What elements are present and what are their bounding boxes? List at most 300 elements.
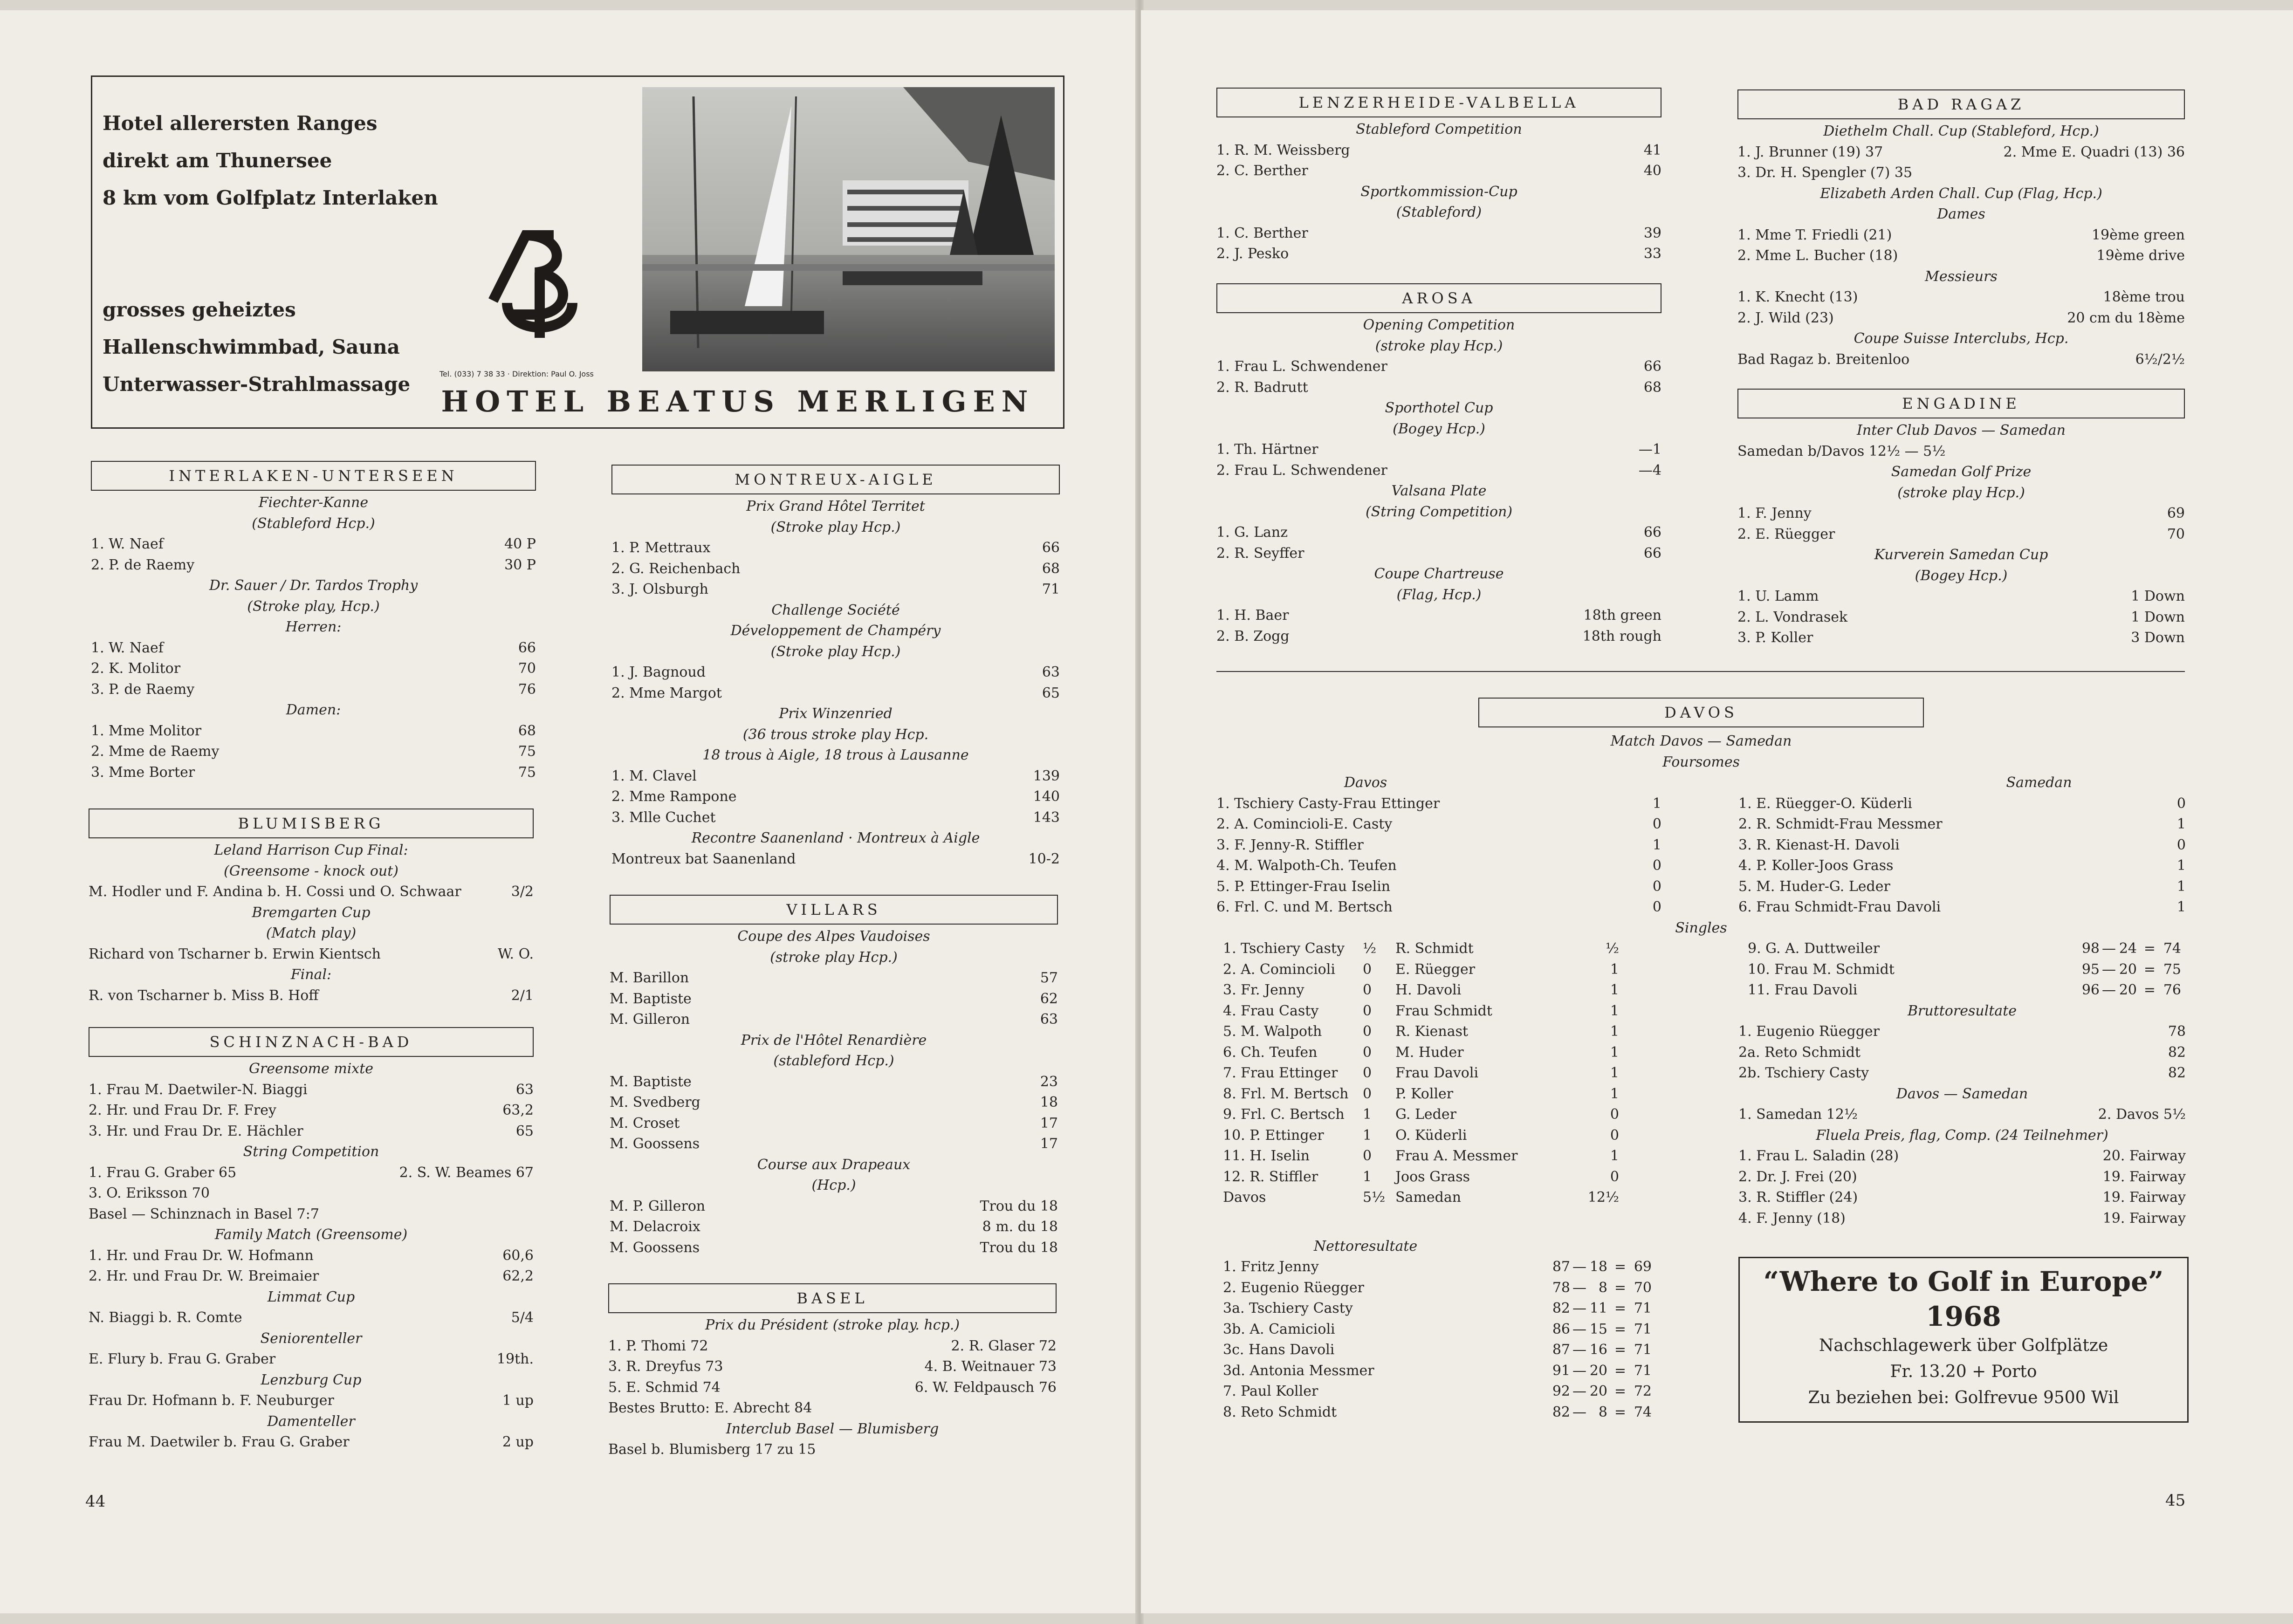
team-heading: Davos — [1344, 774, 1387, 791]
result-row — [91, 658, 536, 679]
singles-cell: Samedan — [1395, 1189, 1462, 1206]
subheading: (stroke play Hcp.) — [1897, 484, 2025, 501]
singles-cell: 8. Frl. M. Bertsch — [1223, 1085, 1349, 1102]
netto-dash: — — [2102, 940, 2116, 957]
entry-score: 8 m. du 18 — [982, 1219, 1058, 1235]
singles-cell: 1 — [1610, 1148, 1619, 1164]
netto-net: 74 — [2163, 940, 2181, 957]
netto-row — [1738, 939, 2186, 959]
result-row — [1216, 856, 1661, 877]
brutto-table — [1738, 1021, 2186, 1084]
netto-gross: 78 — [1552, 1279, 1570, 1296]
result-row — [89, 1246, 534, 1267]
result-row — [1738, 877, 2186, 898]
subheading: Prix de l'Hôtel Renardière — [741, 1032, 927, 1048]
result-row — [1216, 605, 1661, 626]
singles-cell: 0 — [1363, 1023, 1372, 1040]
result-row — [1216, 794, 1661, 815]
entry-name: 6. Frl. C. und M. Bertsch — [1216, 899, 1393, 915]
result-line: 3. Dr. H. Spengler (7) 35 — [1737, 164, 1913, 181]
result-row — [611, 766, 1060, 787]
entry-name: 2b. Tschiery Casty — [1738, 1065, 1869, 1081]
result-row — [610, 1238, 1058, 1259]
singles-row — [1216, 1187, 1689, 1208]
entry-name: Bad Ragaz b. Breitenloo — [1737, 351, 1910, 368]
entry-score: 0 — [2176, 836, 2186, 853]
singles-cell: 0 — [1363, 1148, 1372, 1164]
entry-name: 3. Mlle Cuchet — [611, 809, 716, 826]
singles-cell: 1 — [1610, 1065, 1619, 1081]
subheading: (Hcp.) — [811, 1177, 856, 1193]
entry-name: 4. F. Jenny (18) — [1738, 1210, 1846, 1227]
result-row — [89, 1163, 534, 1184]
entry-score: 68 — [518, 722, 536, 739]
entry-name: 1. R. M. Weissberg — [1216, 142, 1350, 158]
bad-ragaz-section — [1737, 89, 2185, 370]
result-row — [611, 559, 1060, 580]
section-divider — [1216, 671, 2185, 672]
entry-name: M. Gilleron — [610, 1011, 690, 1028]
singles-cell: 1 — [1610, 1023, 1619, 1040]
brutto-heading: Bruttoresultate — [1907, 1002, 2017, 1019]
singles-cell: ½ — [1605, 940, 1619, 957]
singles-cell: 6. Ch. Teufen — [1223, 1044, 1318, 1061]
entry-name: 3. R. Stiffler (24) — [1738, 1189, 1858, 1206]
entry-name: Richard von Tscharner b. Erwin Kientsch — [89, 946, 381, 962]
result-row — [89, 1266, 534, 1287]
result-row — [1216, 626, 1661, 647]
netto-row — [1738, 980, 2186, 1001]
entry-name: M. Baptiste — [610, 990, 692, 1007]
result-row — [1738, 1021, 2186, 1042]
result-row — [611, 579, 1060, 600]
guide-line: Fr. 13.20 + Porto — [1890, 1362, 2037, 1381]
entry-name: 5. P. Ettinger-Frau Iselin — [1216, 878, 1391, 895]
result-row — [91, 679, 536, 700]
netto-eq: = — [1614, 1321, 1627, 1337]
entry-name: 2. Frau L. Schwendener — [1216, 462, 1387, 479]
entry-score: 63 — [1042, 664, 1060, 680]
davos-subtitle: Match Davos — Samedan — [1610, 733, 1792, 749]
netto-eq: = — [1614, 1342, 1627, 1358]
netto-hcp: 20 — [1589, 1362, 1607, 1379]
result-row — [91, 741, 536, 762]
netto-eq: = — [2143, 940, 2156, 957]
schinznach-section — [89, 1027, 534, 1453]
netto-name: 2. Eugenio Rüegger — [1223, 1279, 1365, 1296]
foursomes-samedan — [1738, 773, 2186, 918]
entry-score: 82 — [2168, 1065, 2186, 1081]
singles-cell: 1 — [1363, 1127, 1372, 1144]
entry-score: 66 — [1042, 540, 1060, 556]
entry-name: 1. Mme T. Friedli (21) — [1737, 226, 1892, 243]
entry-score: 19. Fairway — [2102, 1210, 2186, 1227]
subheading: (Stroke play, Hcp.) — [247, 598, 380, 615]
entry-name: 5. M. Huder-G. Leder — [1738, 878, 1890, 895]
subheading: Développement de Champéry — [730, 623, 941, 639]
subheading: Final: — [290, 966, 332, 983]
singles-row — [1216, 939, 1689, 959]
singles-cell: H. Davoli — [1395, 982, 1462, 998]
hotel-name-banner: HOTEL BEATUS MERLIGEN — [441, 384, 1035, 418]
result-row — [610, 1113, 1058, 1134]
singles-cell: 0 — [1363, 1085, 1372, 1102]
result-row — [608, 1336, 1057, 1357]
entry-score: 19ème green — [2091, 226, 2185, 243]
entry-score: 68 — [1042, 560, 1060, 577]
result-row — [1738, 814, 2186, 835]
entry-name: M. Goossens — [610, 1136, 700, 1152]
singles-cell: 9. Frl. C. Bertsch — [1223, 1106, 1345, 1123]
entry-score: 39 — [1643, 225, 1661, 241]
result-row — [91, 762, 536, 783]
blumisberg-section — [89, 809, 534, 1006]
entry-score: 1 — [2176, 816, 2186, 832]
section-title: LENZERHEIDE-VALBELLA — [1216, 88, 1661, 117]
entry-score: 1 — [2176, 857, 2186, 874]
entry-name: 1. K. Knecht (13) — [1737, 289, 1858, 305]
entry-score: 20 cm du 18ème — [2067, 309, 2185, 326]
result-row — [1738, 856, 2186, 877]
entry-name: Frau Dr. Hofmann b. F. Neuburger — [89, 1392, 334, 1409]
subheading: (Flag, Hcp.) — [1396, 586, 1482, 603]
entry-score: 1 up — [502, 1392, 534, 1409]
entry-name: 2. Mme L. Bucher (18) — [1737, 247, 1898, 264]
singles-cell: 7. Frau Ettinger — [1223, 1065, 1338, 1081]
basel-section — [608, 1283, 1057, 1460]
singles-row — [1216, 959, 1689, 980]
entry-score: —1 — [1638, 441, 1661, 458]
entry-score: 62,2 — [502, 1268, 534, 1284]
entry-score: 82 — [2168, 1044, 2186, 1061]
davos-section — [1216, 698, 2186, 1423]
entry-score: 0 — [1652, 857, 1661, 874]
result-row — [1216, 161, 1661, 182]
ds-right: 2. Davos 5½ — [2098, 1106, 2186, 1123]
result-row — [610, 1134, 1058, 1155]
subheading: (Bogey Hcp.) — [1393, 420, 1485, 437]
entry-score: 66 — [1643, 524, 1661, 541]
entry-name: 1. Tschiery Casty-Frau Ettinger — [1216, 795, 1440, 812]
subheading: Sporthotel Cup — [1385, 400, 1493, 416]
entry-name: 2. K. Molitor — [91, 660, 181, 677]
entry-name: 2. Mme Rampone — [611, 788, 737, 805]
fluela-table — [1738, 1146, 2186, 1229]
result-row — [89, 1349, 534, 1370]
entry-name: 1. U. Lamm — [1737, 588, 1819, 604]
result-row — [1737, 246, 2185, 267]
netto-dash: — — [1572, 1259, 1586, 1275]
netto-hcp: 18 — [1589, 1259, 1607, 1275]
result-line: Basel b. Blumisberg 17 zu 15 — [608, 1441, 816, 1458]
villars-section — [610, 895, 1058, 1258]
entry-name: 1. C. Berther — [1216, 225, 1308, 241]
result-row — [1737, 586, 2185, 607]
result-row — [89, 1100, 534, 1121]
netto-hcp: 20 — [2119, 982, 2137, 998]
subheading: Prix Grand Hôtel Territet — [746, 498, 925, 514]
singles-cell: 5. M. Walpoth — [1223, 1023, 1322, 1040]
singles-cell: 1 — [1363, 1168, 1372, 1185]
entry-score: 6. W. Feldpausch 76 — [914, 1379, 1057, 1396]
singles-row — [1216, 1146, 1689, 1167]
singles-cell: 1. Tschiery Casty — [1223, 940, 1345, 957]
page-number-left: 44 — [85, 1492, 106, 1511]
section-title: SCHINZNACH-BAD — [89, 1027, 534, 1057]
netto-eq: = — [1614, 1404, 1627, 1420]
entry-score: 140 — [1033, 788, 1060, 805]
singles-cell: R. Kienast — [1395, 1023, 1469, 1040]
result-row — [1738, 897, 2186, 918]
entry-score: 76 — [518, 681, 536, 698]
entry-name: 1. J. Brunner (19) 37 — [1737, 144, 1883, 160]
entry-name: M. Croset — [610, 1115, 680, 1131]
netto-hcp: 16 — [1589, 1342, 1607, 1358]
entry-name: 1. J. Bagnoud — [611, 664, 706, 680]
result-row — [1738, 1167, 2186, 1188]
guide-advertisement — [1738, 1257, 2189, 1423]
result-row — [1738, 1208, 2186, 1229]
result-line: Bestes Brutto: E. Abrecht 84 — [608, 1400, 812, 1416]
subheading: Prix Winzenried — [779, 706, 892, 722]
netto-net: 69 — [1634, 1259, 1652, 1275]
subheading: Diethelm Chall. Cup (Stableford, Hcp.) — [1823, 123, 2099, 139]
entry-score: 20. Fairway — [2102, 1148, 2186, 1164]
entry-score: 19ème drive — [2096, 247, 2185, 264]
entry-score: 78 — [2168, 1023, 2186, 1040]
singles-cell: O. Küderli — [1395, 1127, 1467, 1144]
singles-cell: 0 — [1610, 1127, 1619, 1144]
hotel-lake-photo — [642, 87, 1055, 371]
left-page — [0, 10, 1138, 1613]
davos-subtitle: Foursomes — [1662, 754, 1740, 770]
netto-gross: 98 — [2081, 940, 2100, 957]
entry-name: E. Flury b. Frau G. Graber — [89, 1351, 276, 1367]
ad-line: Unterwasser-Strahlmassage — [103, 373, 411, 396]
entry-score: 19. Fairway — [2102, 1189, 2186, 1206]
entry-name: M. Goossens — [610, 1239, 700, 1256]
result-row — [1737, 349, 2185, 370]
singles-cell: G. Leder — [1395, 1106, 1456, 1123]
entry-name: 2. J. Pesko — [1216, 246, 1289, 262]
netto-row — [1216, 1402, 1689, 1423]
result-row — [1737, 503, 2185, 524]
result-row — [1216, 377, 1661, 398]
singles-cell: 4. Frau Casty — [1223, 1002, 1319, 1019]
netto-net: 72 — [1634, 1383, 1652, 1399]
singles-cell: 1 — [1610, 1085, 1619, 1102]
singles-row — [1216, 980, 1689, 1001]
result-row — [89, 944, 534, 965]
subheading: (Stableford Hcp.) — [252, 515, 375, 532]
netto-eq: = — [1614, 1362, 1627, 1379]
entry-name: 4. M. Walpoth-Ch. Teufen — [1216, 857, 1397, 874]
singles-table — [1216, 939, 1689, 1208]
entry-name: 3. P. de Raemy — [91, 681, 195, 698]
netto-gross: 87 — [1552, 1259, 1570, 1275]
subheading: Course aux Drapeaux — [757, 1156, 911, 1173]
subheading: (Stableford) — [1396, 204, 1482, 220]
subheading: Coupe Chartreuse — [1374, 566, 1504, 582]
singles-cell: E. Rüegger — [1395, 961, 1476, 978]
subheading: 18 trous à Aigle, 18 trous à Lausanne — [702, 747, 969, 763]
result-row — [1738, 1187, 2186, 1208]
entry-name: 2. Dr. J. Frei (20) — [1738, 1168, 1857, 1185]
netto-hcp: 11 — [1589, 1300, 1607, 1316]
result-row — [1738, 1063, 2186, 1084]
result-row — [611, 538, 1060, 559]
entry-score: 2/1 — [511, 987, 534, 1004]
entry-name: 2. B. Zogg — [1216, 628, 1290, 644]
entry-score: 1 — [1652, 836, 1661, 853]
result-line: Basel — Schinznach in Basel 7:7 — [89, 1206, 319, 1222]
entry-score: 75 — [518, 743, 536, 760]
singles-cell: 3. Fr. Jenny — [1223, 982, 1304, 998]
netto-name: 3b. A. Camicioli — [1223, 1321, 1335, 1337]
entry-score: 0 — [1652, 816, 1661, 832]
entry-score: Trou du 18 — [980, 1239, 1058, 1256]
singles-row — [1216, 1021, 1689, 1042]
section-title: MONTREUX-AIGLE — [611, 465, 1060, 494]
entry-score: 18th green — [1583, 607, 1661, 624]
result-row — [1737, 225, 2185, 246]
ds-result — [1738, 1104, 2186, 1125]
entry-score: 65 — [1042, 685, 1060, 701]
subheading: (stroke play Hcp.) — [770, 949, 898, 966]
entry-score: 139 — [1033, 767, 1060, 784]
result-row — [1216, 356, 1661, 377]
entry-name: 2. Hr. und Frau Dr. F. Frey — [89, 1102, 276, 1118]
netto-eq: = — [2143, 961, 2156, 978]
section-title: BAD RAGAZ — [1737, 89, 2185, 119]
singles-cell: Frau Davoli — [1395, 1065, 1479, 1081]
result-row — [89, 986, 534, 1007]
entry-score: 10-2 — [1028, 850, 1060, 867]
netto-eq: = — [1614, 1300, 1627, 1316]
entry-score: 0 — [1652, 899, 1661, 915]
entry-score: 62 — [1040, 990, 1058, 1007]
subheading: (36 trous stroke play Hcp. — [742, 726, 929, 743]
singles-cell: 1 — [1610, 961, 1619, 978]
subheading: Limmat Cup — [267, 1288, 355, 1305]
netto-dash: — — [1572, 1404, 1586, 1420]
entry-score: 30 P — [504, 556, 536, 573]
entry-score: 60,6 — [502, 1247, 534, 1264]
montreux-section — [611, 465, 1060, 870]
subheading: Greensome mixte — [248, 1061, 374, 1077]
result-row — [1737, 287, 2185, 308]
singles-cell: 0 — [1363, 1065, 1372, 1081]
subheading: Damenteller — [267, 1413, 355, 1430]
netto-gross: 86 — [1552, 1321, 1570, 1337]
result-row — [1216, 543, 1661, 564]
singles-cell: Joos Grass — [1395, 1168, 1470, 1185]
singles-cell: P. Koller — [1395, 1085, 1454, 1102]
fluela-heading: Fluela Preis, flag, Comp. (24 Teilnehmer) — [1816, 1127, 2108, 1144]
entry-name: 1. Th. Härtner — [1216, 441, 1318, 458]
netto-hcp: 20 — [1589, 1383, 1607, 1399]
singles-cell: 0 — [1363, 1044, 1372, 1061]
ad-contact: Tel. (033) 7 38 33 · Direktion: Paul O. Joss — [439, 370, 594, 378]
singles-cell: 0 — [1363, 1002, 1372, 1019]
netto-eq: = — [1614, 1383, 1627, 1399]
result-row — [611, 787, 1060, 808]
result-row — [1737, 524, 2185, 545]
subheading: (stableford Hcp.) — [773, 1053, 894, 1069]
singles-cell: 2. A. Comincioli — [1223, 961, 1335, 978]
result-row — [1216, 877, 1661, 898]
entry-score: 57 — [1040, 970, 1058, 986]
netto-gross: 95 — [2081, 961, 2100, 978]
netto-name: 11. Frau Davoli — [1748, 982, 1858, 998]
result-row — [1737, 308, 2185, 329]
netto-net: 75 — [2163, 961, 2181, 978]
entry-name: 2. L. Vondrasek — [1737, 609, 1848, 625]
singles-row — [1216, 1042, 1689, 1063]
entry-name: 1. W. Naef — [91, 639, 164, 656]
entry-score: 0 — [2176, 795, 2186, 812]
netto-name: 8. Reto Schmidt — [1223, 1404, 1337, 1420]
entry-score: 6½/2½ — [2135, 351, 2185, 368]
subheading: Messieurs — [1925, 268, 1998, 285]
entry-name: M. Svedberg — [610, 1094, 700, 1110]
netto-dash: — — [1572, 1300, 1586, 1316]
subheading: (Bogey Hcp.) — [1915, 567, 2008, 584]
singles-cell: 0 — [1610, 1168, 1619, 1185]
netto-hcp: 24 — [2119, 940, 2137, 957]
netto-gross: 91 — [1552, 1362, 1570, 1379]
entry-name: 1. P. Mettraux — [611, 540, 711, 556]
ad-line: direkt am Thunersee — [103, 149, 332, 172]
entry-name: 3. F. Jenny-R. Stiffler — [1216, 836, 1364, 853]
entry-name: 5. E. Schmid 74 — [608, 1379, 721, 1396]
netto-heading: Nettoresultate — [1313, 1238, 1418, 1254]
entry-score: 1 Down — [2131, 609, 2185, 625]
singles-row — [1216, 1063, 1689, 1084]
netto-row — [1216, 1381, 1689, 1402]
entry-score: Trou du 18 — [980, 1198, 1058, 1214]
netto-table — [1216, 1257, 1689, 1423]
result-row — [610, 1009, 1058, 1030]
entry-score: 18 — [1040, 1094, 1058, 1110]
singles-row — [1216, 1001, 1689, 1022]
entry-score: 1 Down — [2131, 588, 2185, 604]
netto-name: 10. Frau M. Schmidt — [1748, 961, 1895, 978]
entry-name: 1. G. Lanz — [1216, 524, 1288, 541]
result-row — [91, 555, 536, 576]
entry-name: M. Barillon — [610, 970, 689, 986]
result-row — [89, 1432, 534, 1453]
result-row — [610, 968, 1058, 989]
entry-score: 18ème trou — [2103, 289, 2185, 305]
entry-score: 70 — [518, 660, 536, 677]
subheading: Family Match (Greensome) — [214, 1227, 408, 1243]
subheading: Leland Harrison Cup Final: — [214, 842, 408, 858]
subheading: (String Competition) — [1365, 503, 1513, 520]
result-row — [608, 1377, 1057, 1398]
subheading: Prix du Président (stroke play. hcp.) — [705, 1317, 960, 1333]
entry-score: 3 Down — [2131, 630, 2185, 646]
entry-score: 2 up — [502, 1434, 534, 1450]
singles-cell: 11. H. Iselin — [1223, 1148, 1310, 1164]
result-row — [610, 989, 1058, 1010]
subheading: String Competition — [243, 1144, 379, 1160]
netto-dash: — — [1572, 1362, 1586, 1379]
entry-score: 1 — [2176, 878, 2186, 895]
entry-score: 23 — [1040, 1073, 1058, 1090]
subheading: Opening Competition — [1363, 317, 1515, 333]
subheading: Lenzburg Cup — [261, 1371, 362, 1388]
